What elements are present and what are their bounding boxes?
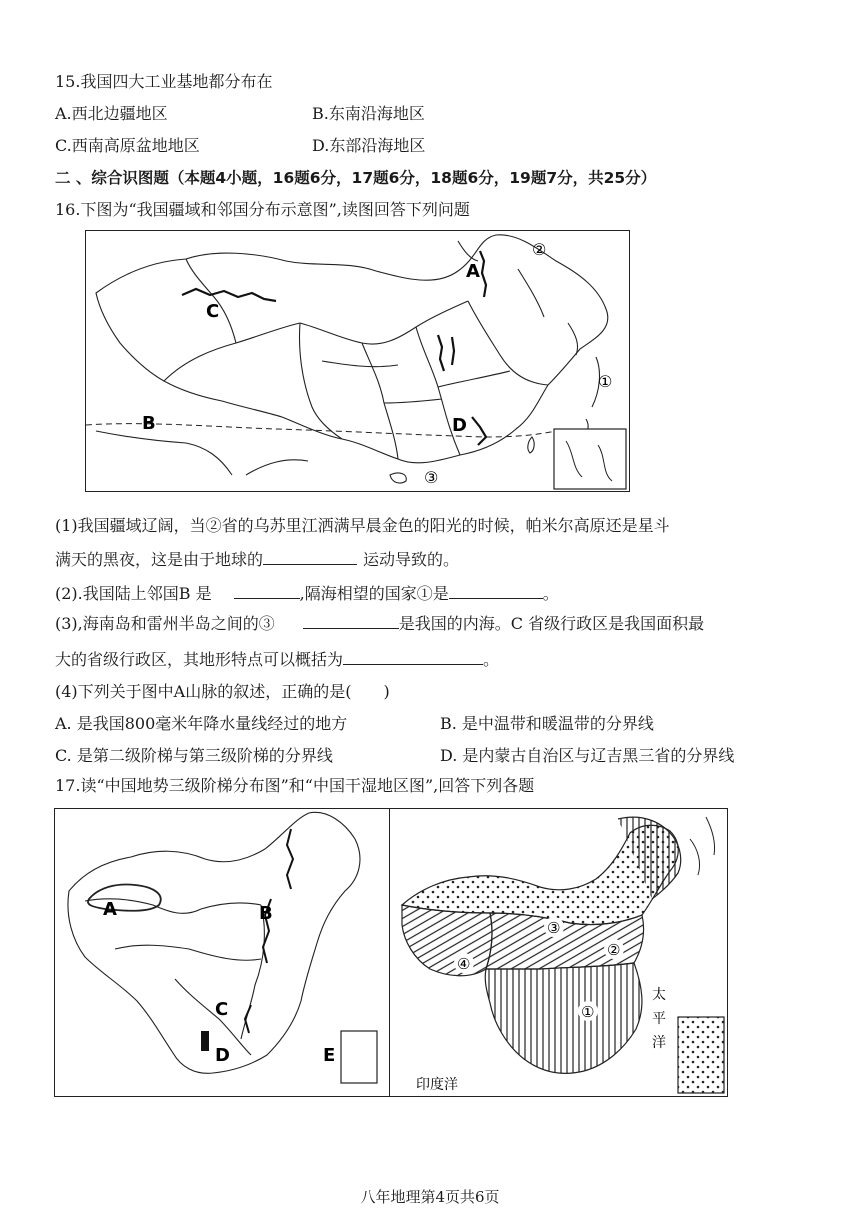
q16-p2: (2).我国陆上邻国B 是 ,隔海相望的国家①是 。 (55, 584, 559, 603)
q16-option-a: A. 是我国800毫米年降水量线经过的地方 (55, 714, 348, 733)
map17-pacific-label-2: 平 (652, 1011, 666, 1027)
map16-label-c: C (206, 301, 220, 322)
answer-blank-4[interactable] (303, 612, 399, 629)
page-footer: 八年地理第4页共6页 (360, 1188, 500, 1206)
q17-dry-wet-map (389, 808, 728, 1097)
answer-blank-5[interactable] (343, 648, 483, 665)
q15-stem: 15.我国四大工业基地都分布在 (55, 72, 273, 91)
map17-left-label-d: D (215, 1045, 230, 1066)
q16-option-b: B. 是中温带和暖温带的分界线 (440, 714, 654, 733)
q15-option-b: B.东南沿海地区 (312, 104, 425, 123)
map16-label-b: B (142, 413, 156, 434)
q16-p4: (4)下列关于图中A山脉的叙述，正确的是( ) (55, 682, 390, 701)
q16-option-d: D. 是内蒙古自治区与辽吉黑三省的分界线 (440, 746, 735, 765)
q16-p1-line1: (1)我国疆域辽阔，当②省的乌苏里江洒满早晨金色的阳光的时候，帕米尔高原还是星斗 (55, 516, 670, 535)
q15-option-c: C.西南高原盆地地区 (55, 136, 200, 155)
map17-pacific-label-1: 太 (652, 987, 666, 1003)
map16-label-2: ② (532, 240, 547, 259)
map17-indian-ocean-label: 印度洋 (416, 1077, 458, 1093)
answer-blank-3[interactable] (449, 582, 543, 599)
map16-label-3: ③ (424, 468, 439, 487)
map17-right-label-4: ④ (457, 955, 471, 973)
q15-option-a: A.西北边疆地区 (55, 104, 168, 123)
section-2-title: 二 、综合识图题（本题4小题，16题6分，17题6分，18题6分，19题7分，共25分） (55, 169, 657, 187)
map17-left-label-c: C (215, 999, 229, 1020)
q16-p3-line2: 大的省级行政区，其地形特点可以概括为 。 (55, 650, 500, 669)
map17-right-label-1: ① (581, 1003, 595, 1021)
map17-left-label-e: E (323, 1045, 336, 1066)
map17-pacific-label-3: 洋 (652, 1035, 666, 1051)
map16-label-d: D (452, 415, 467, 436)
q16-territory-map (85, 230, 630, 492)
map16-label-a: A (466, 261, 480, 282)
q16-stem: 16.下图为“我国疆域和邻国分布示意图”,读图回答下列问题 (55, 200, 470, 219)
q16-p3: (3),海南岛和雷州半岛之间的③ 是我国的内海。C 省级行政区是我国面积最 (55, 614, 705, 633)
q17-stem: 17.读“中国地势三级阶梯分布图”和“中国干湿地区图”,回答下列各题 (55, 776, 535, 795)
map17-right-label-2: ② (607, 941, 621, 959)
map17-right-label-3: ③ (547, 919, 561, 937)
map17-left-label-a: A (103, 899, 117, 920)
q15-option-d: D.东部沿海地区 (312, 136, 426, 155)
answer-blank-1[interactable] (263, 548, 357, 565)
map16-label-1: ① (598, 372, 613, 391)
map17-left-label-b: B (259, 903, 273, 924)
q17-terrain-steps-map (54, 808, 391, 1097)
q16-p1-line2: 满天的黑夜，这是由于地球的 运动导致的。 (55, 550, 460, 569)
answer-blank-2[interactable] (234, 582, 300, 599)
q16-option-c: C. 是第二级阶梯与第三级阶梯的分界线 (55, 746, 333, 765)
